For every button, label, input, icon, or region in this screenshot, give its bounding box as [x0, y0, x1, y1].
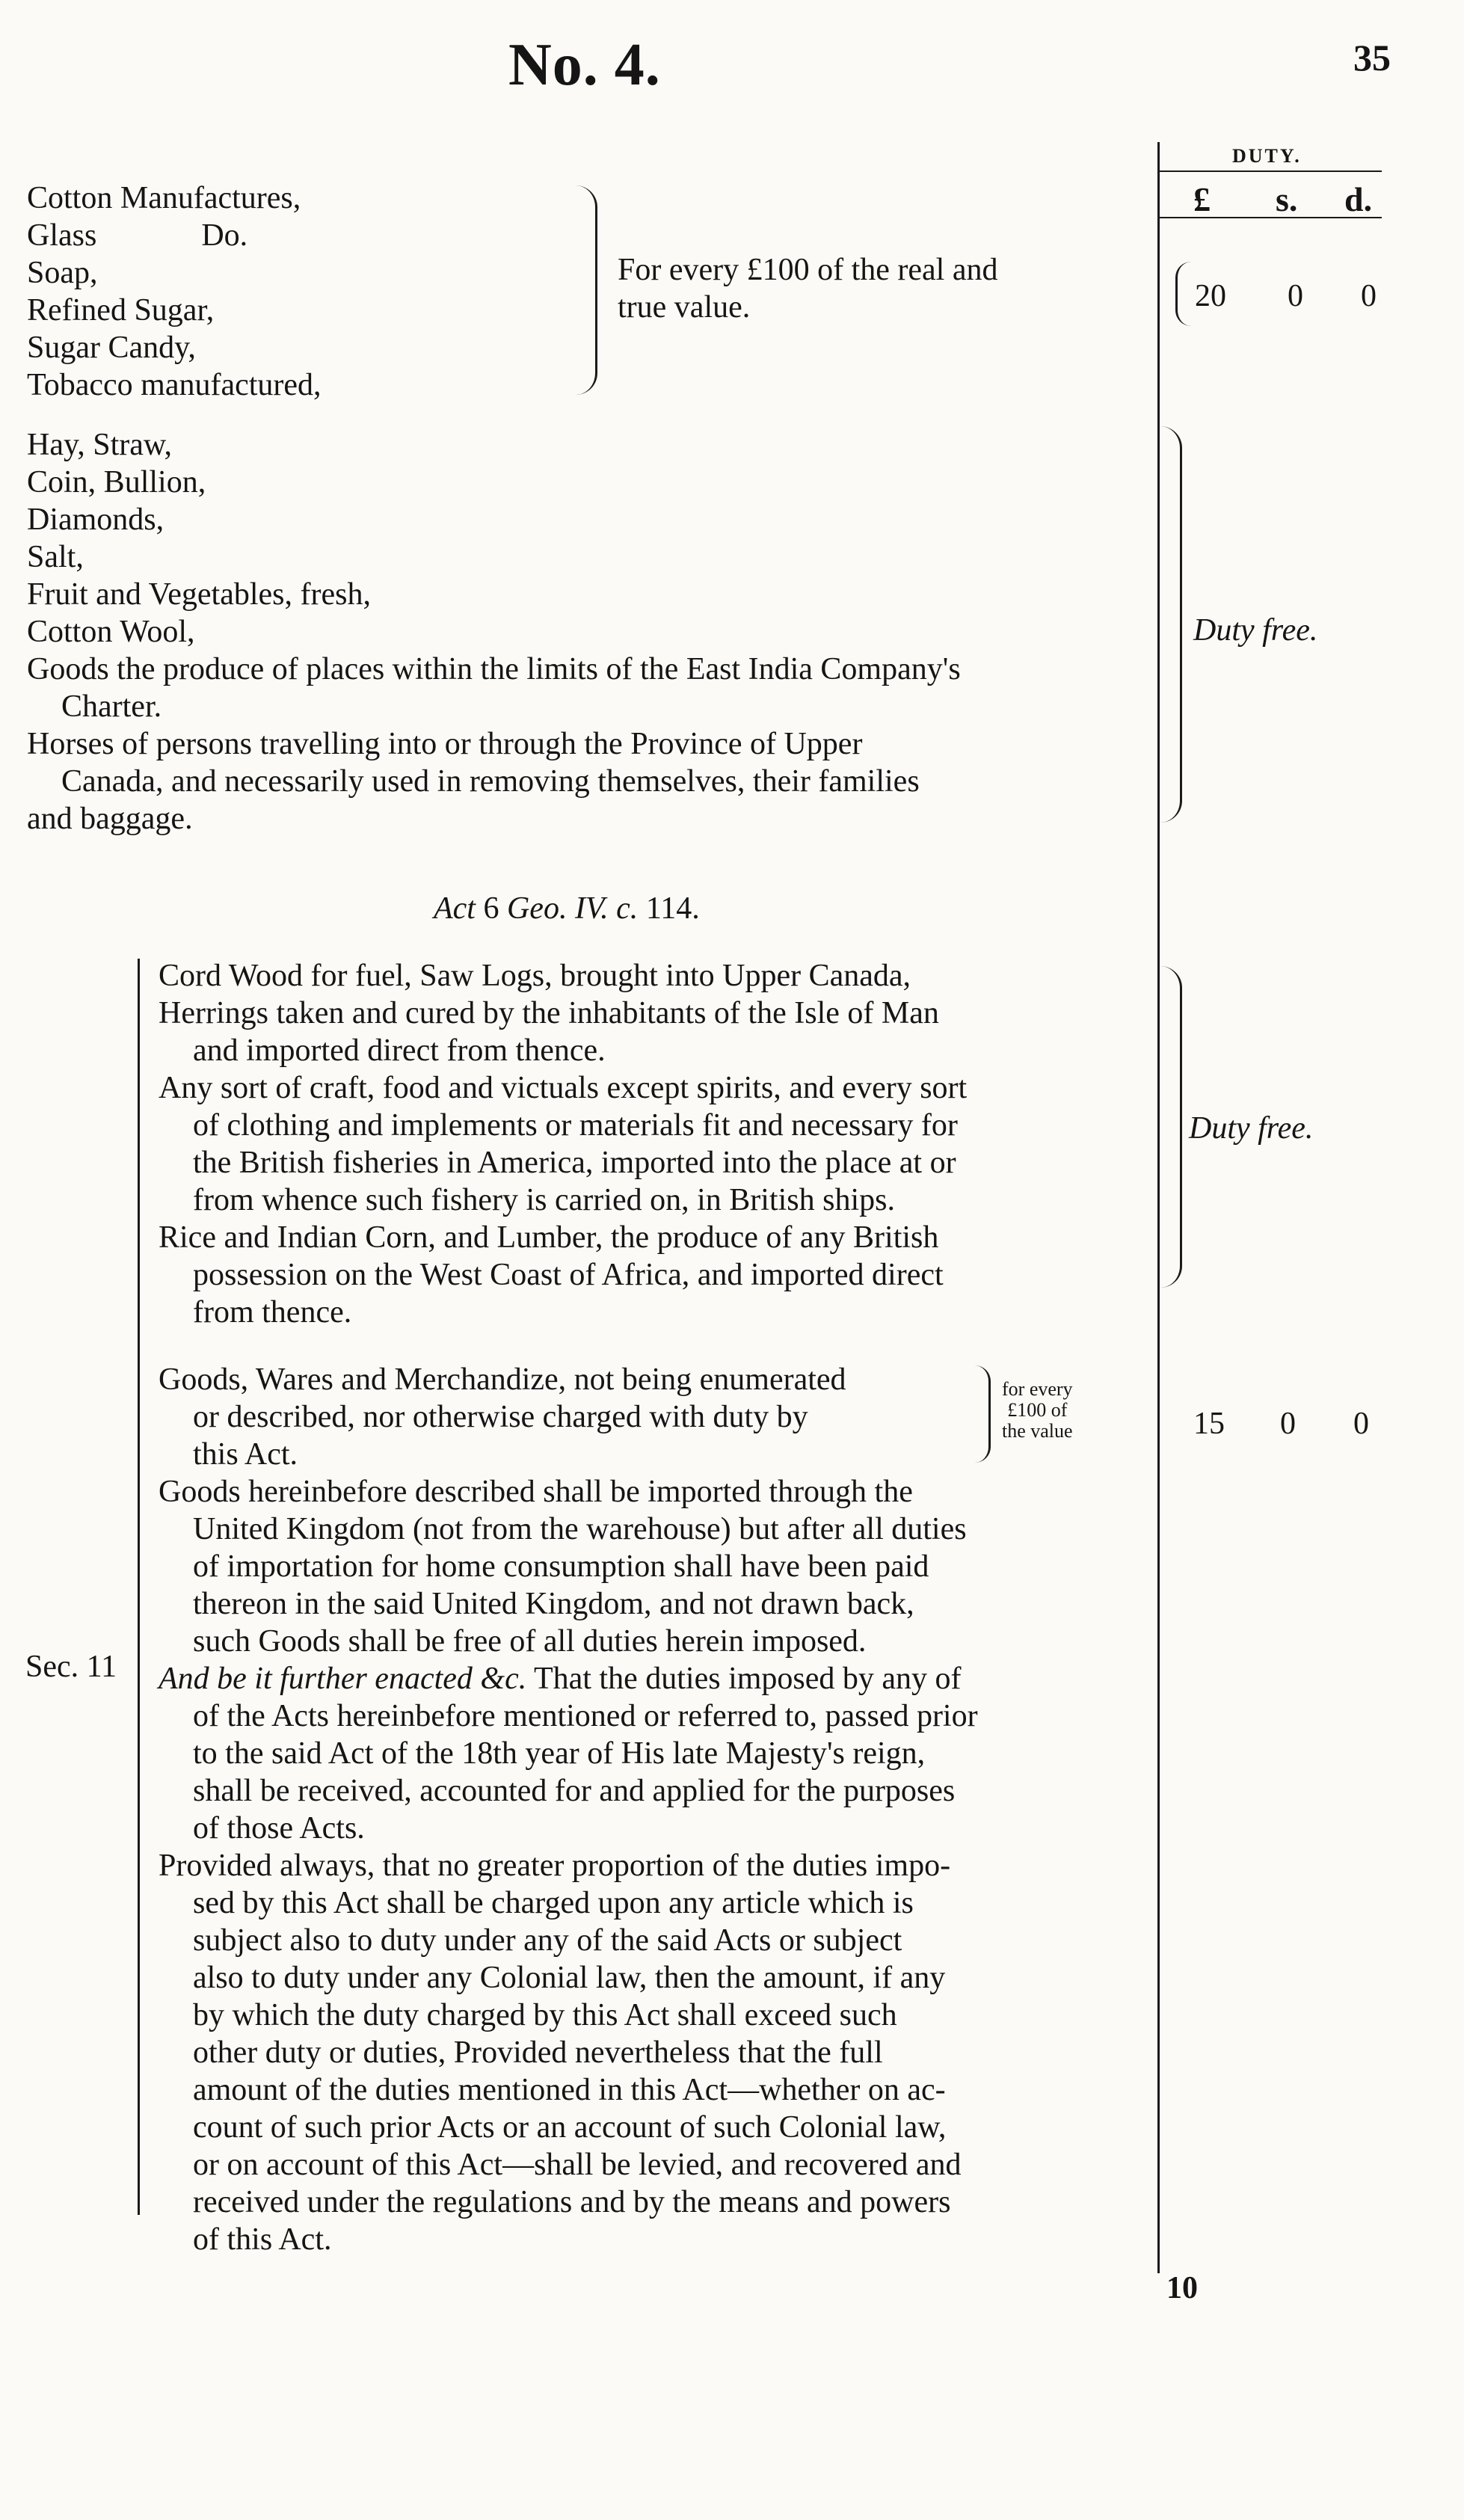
- pence-heading: d.: [1344, 180, 1373, 218]
- list-item: from whence such fishery is carried on, in British ships.: [193, 1183, 895, 1217]
- group1-items: [27, 179, 322, 404]
- list-item: Charter.: [61, 689, 162, 724]
- group1-duty-pounds: 20: [1195, 279, 1226, 313]
- list-item: possession on the West Coast of Africa, and imported direct: [193, 1258, 944, 1292]
- page-number: 35: [1353, 37, 1391, 79]
- list-item: Any sort of craft, food and victuals except spirits, and every sort: [159, 1071, 968, 1105]
- act-heading: Act 6 Geo. IV. c. 114.: [434, 891, 700, 926]
- group3-items: [159, 957, 967, 1331]
- list-item: Refined Sugar,: [27, 293, 215, 328]
- list-item: the British fisheries in America, imported into the place at or: [193, 1146, 956, 1180]
- duty-column-rule: [1157, 142, 1160, 2273]
- section-11-paragraph: And be it further enacted &c. That the duties imposed by any of of the Acts hereinbefore mentioned or referred to, passed prior to the said Act of the 18th year of His late Majesty's reign, shall be received, accounted for and applied for the purposes of those Acts.: [159, 1662, 978, 1846]
- list-item: Soap,: [27, 256, 98, 290]
- section-margin-rule: [138, 959, 140, 2215]
- group4-note: for every £100 of the value: [1002, 1378, 1073, 1442]
- section-lead: And be it further enacted &c.: [159, 1662, 527, 1696]
- group2-duty: Duty free.: [1193, 613, 1318, 648]
- group4-duty-shillings: 0: [1280, 1407, 1296, 1441]
- group1-duty-pence: 0: [1361, 279, 1377, 313]
- list-item: Cord Wood for fuel, Saw Logs, brought into Upper Canada,: [159, 959, 911, 993]
- list-item: Sugar Candy,: [27, 331, 196, 365]
- group1-brace: [576, 185, 597, 395]
- group2-items: [27, 426, 961, 838]
- list-item: and imported direct from thence.: [193, 1033, 606, 1068]
- group3-duty: Duty free.: [1189, 1111, 1314, 1146]
- list-item: Rice and Indian Corn, and Lumber, the produce of any British: [159, 1220, 939, 1255]
- group4-brace: [975, 1365, 991, 1463]
- group4-duty-pounds: 15: [1193, 1407, 1225, 1441]
- list-item: Glass Do.: [27, 218, 248, 253]
- group1-condition: For every £100 of the real and true value.: [618, 253, 998, 325]
- pounds-heading: £: [1193, 180, 1211, 218]
- list-item: Hay, Straw,: [27, 428, 173, 462]
- list-item: Horses of persons travelling into or through the Province of Upper: [27, 727, 863, 761]
- duty-header-rule: [1157, 170, 1382, 172]
- group2-brace: [1160, 426, 1182, 823]
- list-item: of clothing and implements or materials fit and necessary for: [193, 1108, 958, 1143]
- list-item: Goods, Wares and Merchandize, not being enumerated: [159, 1362, 846, 1397]
- paragraph-provided-always: Provided always, that no greater proportion of the duties impo- sed by this Act shall be charged upon any article which is subject also to duty under any of the said Acts or subject also to duty under any Colonial law, then the amount, if any by which the duty charged by this Act shall exceed such other duty or duties, Provided nevertheless that the full amount of the duties mentioned in this Act—whether on ac- count of such prior Acts or an account of such Colonial law, or on account of this Act—shall be levied, and recovered and received under the regulations and by the means and powers of this Act.: [159, 1848, 962, 2257]
- list-item: this Act.: [193, 1437, 298, 1472]
- list-item: Canada, and necessarily used in removing themselves, their families: [61, 764, 920, 799]
- list-item: Diamonds,: [27, 503, 164, 537]
- list-item: or described, nor otherwise charged with duty by: [193, 1400, 808, 1434]
- list-item: from thence.: [193, 1295, 352, 1330]
- shillings-heading: s.: [1276, 180, 1298, 218]
- list-item: Cotton Wool,: [27, 615, 195, 649]
- list-item: Tobacco manufactured,: [27, 368, 322, 402]
- group4-items: [159, 1361, 846, 1473]
- ditto-mark: Do.: [201, 218, 248, 253]
- group1-duty-brace: [1175, 262, 1191, 326]
- paragraph-united-kingdom: Goods hereinbefore described shall be imported through the United Kingdom (not from the warehouse) but after all duties of importation for home consumption shall have been paid thereon in the said United Kingdom, and not drawn back, such Goods shall be free of all duties herein imposed.: [159, 1475, 967, 1659]
- list-item: Fruit and Vegetables, fresh,: [27, 577, 371, 612]
- group3-brace: [1160, 966, 1182, 1288]
- page-title: No. 4.: [508, 32, 661, 98]
- list-item: Herrings taken and cured by the inhabitants of the Isle of Man: [159, 996, 939, 1030]
- list-item: Coin, Bullion,: [27, 465, 206, 500]
- list-item: and baggage.: [27, 802, 193, 836]
- list-item: Cotton Manufactures,: [27, 181, 301, 215]
- group1-duty-shillings: 0: [1288, 279, 1303, 313]
- list-item: Salt,: [27, 540, 84, 574]
- list-item: Goods the produce of places within the limits of the East India Company's: [27, 652, 961, 686]
- signature-mark: 10: [1166, 2271, 1198, 2305]
- duty-heading: DUTY.: [1232, 145, 1302, 167]
- group4-duty-pence: 0: [1353, 1407, 1369, 1441]
- section-label: Sec. 11: [25, 1650, 117, 1684]
